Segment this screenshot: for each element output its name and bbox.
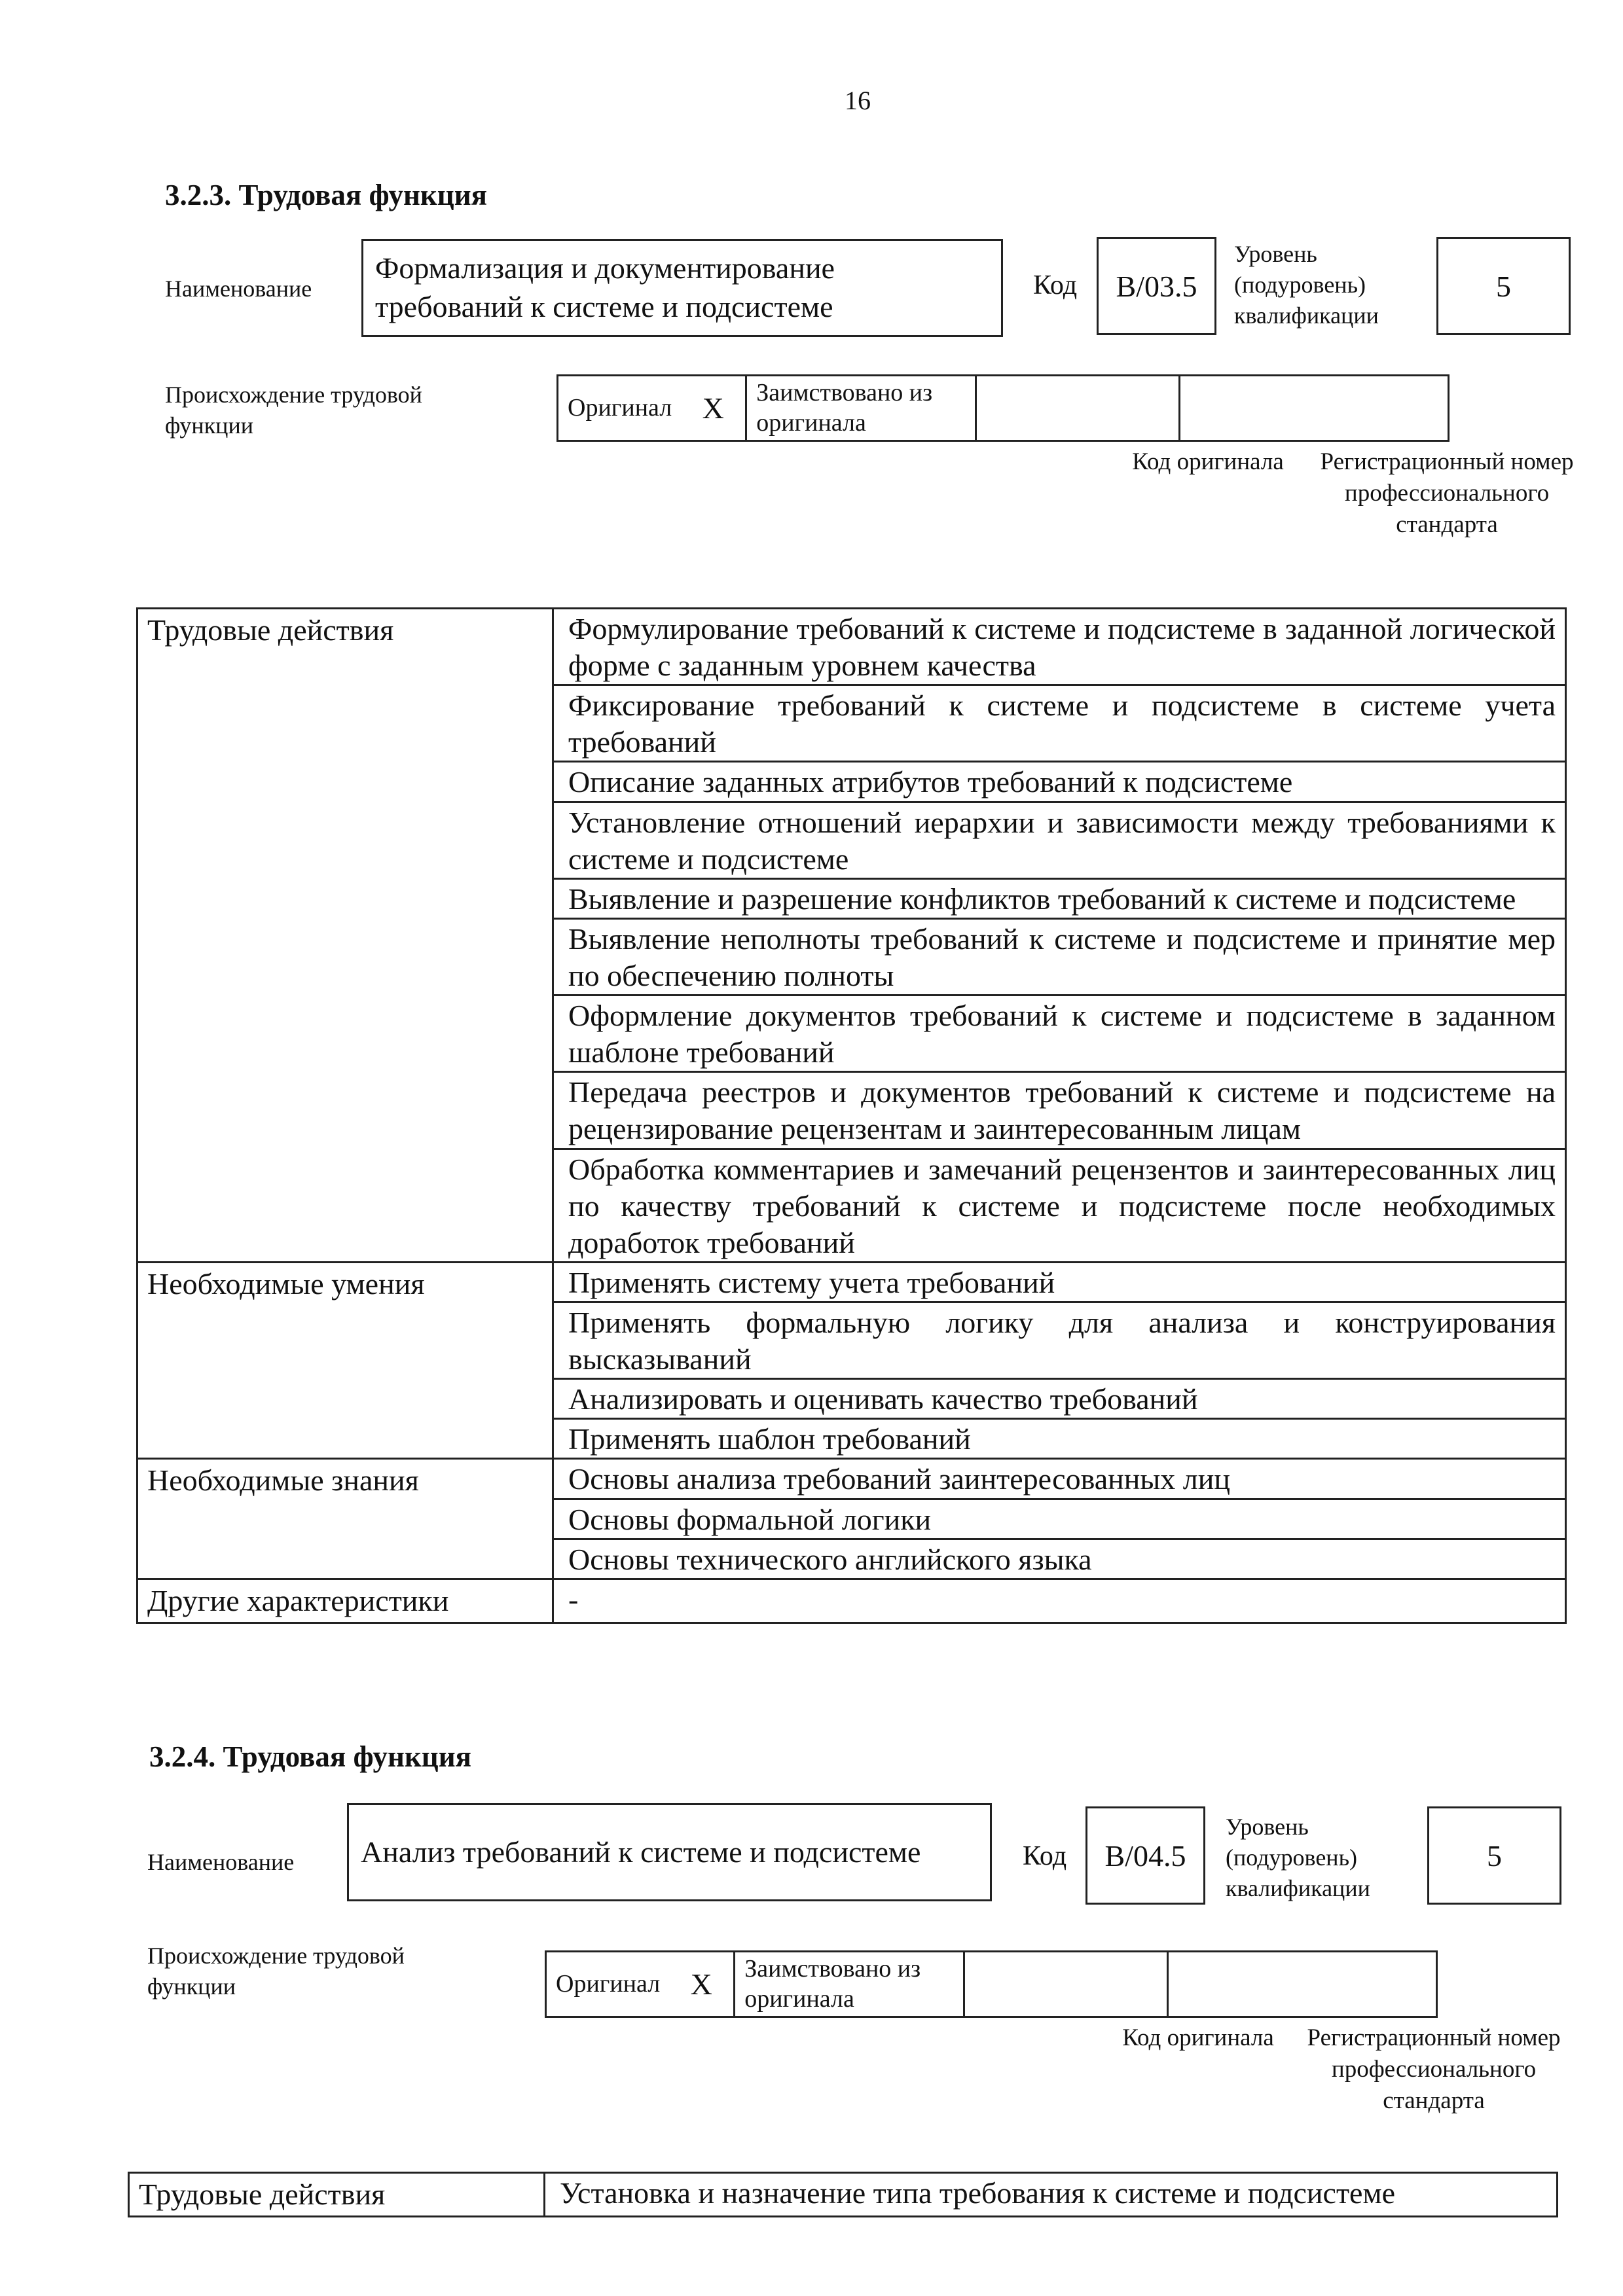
table-row (137, 1579, 1566, 1623)
required-knowledge: Основы технического английского языка (553, 1539, 1566, 1579)
original-code-caption-324: Код оригинала (1122, 2024, 1274, 2051)
labor-action: Фиксирование требований к системе и подсистеме в системе учета требований (553, 685, 1566, 762)
other-characteristics: - (553, 1579, 1566, 1623)
labor-action: Формулирование требований к системе и подсистеме в заданной логической форме с заданным уровнем качества (553, 609, 1566, 685)
row-label: Необходимые знания (137, 1459, 553, 1579)
function-name-324: Анализ требований к системе и подсистеме (347, 1803, 992, 1901)
row-label: Другие характеристики (137, 1579, 553, 1623)
reg-number-cell (1180, 376, 1449, 441)
original-mark: X (669, 1952, 735, 2017)
borrowed-label: Заимствовано из оригинала (746, 376, 976, 441)
labor-action: Обработка комментариев и замечаний рецензентов и заинтересованных лиц по качеству требований к системе и подсистеме после необходимых доработок требований (553, 1149, 1566, 1262)
name-label-324: Наименование (147, 1849, 295, 1875)
labor-action: Установление отношений иерархии и зависимости между требованиями к системе и подсистеме (553, 802, 1566, 878)
qualification-level-323: 5 (1436, 237, 1571, 335)
labor-action: Выявление неполноты требований к системе и подсистеме и принятие мер по обеспечению полноты (553, 918, 1566, 995)
required-skill: Применять формальную логику для анализа и конструирования высказываний (553, 1302, 1566, 1378)
table-row (137, 1459, 1566, 1499)
table-row (137, 1262, 1566, 1302)
function-name-323: Формализация и документирование требований к системе и подсистеме (361, 239, 1003, 337)
original-label: Оригинал (558, 376, 682, 441)
original-label: Оригинал (546, 1952, 670, 2017)
row-label: Необходимые умения (137, 1262, 553, 1459)
function-code-323: B/03.5 (1097, 237, 1216, 335)
original-code-cell (976, 376, 1180, 441)
name-label-323: Наименование (165, 276, 312, 302)
origin-table-324 (545, 1950, 1438, 2018)
required-skill: Анализировать и оценивать качество требований (553, 1379, 1566, 1419)
labor-action: Описание заданных атрибутов требований к подсистеме (553, 762, 1566, 802)
reg-number-caption-324: Регистрационный номер профессионального стандарта (1307, 2024, 1561, 2115)
labor-action: Передача реестров и документов требований к системе и подсистеме на рецензирование рецензентам и заинтересованным лицам (553, 1072, 1566, 1149)
origin-label-323: Происхождение трудовой функции (165, 382, 422, 439)
required-knowledge: Основы формальной логики (553, 1499, 1566, 1539)
row-label: Трудовые действия (129, 2173, 545, 2217)
labor-action: Выявление и разрешение конфликтов требований к системе и подсистеме (553, 878, 1566, 918)
function-table-324 (128, 2172, 1558, 2217)
required-skill: Применять шаблон требований (553, 1419, 1566, 1459)
original-code-cell (964, 1952, 1168, 2017)
reg-number-caption-323: Регистрационный номер профессионального стандарта (1320, 448, 1574, 539)
level-label-324: Уровень (подуровень) квалификации (1226, 1814, 1370, 1901)
origin-table-323 (556, 374, 1450, 442)
required-knowledge: Основы анализа требований заинтересованных лиц (553, 1459, 1566, 1499)
code-label-324: Код (1023, 1841, 1067, 1871)
original-mark: X (681, 376, 746, 441)
original-code-caption-323: Код оригинала (1132, 448, 1284, 475)
qualification-level-324: 5 (1427, 1806, 1561, 1905)
labor-action: Установка и назначение типа требования к системе и подсистеме (545, 2173, 1558, 2217)
origin-label-324: Происхождение трудовой функции (147, 1943, 405, 2000)
row-label: Трудовые действия (137, 609, 553, 1263)
section-title-324: 3.2.4. Трудовая функция (149, 1740, 472, 1773)
level-label-323: Уровень (подуровень) квалификации (1234, 241, 1379, 329)
table-row (137, 609, 1566, 685)
table-row (129, 2173, 1558, 2217)
code-label-323: Код (1033, 270, 1078, 300)
section-title-323: 3.2.3. Трудовая функция (165, 179, 488, 211)
labor-action: Оформление документов требований к системе и подсистеме в заданном шаблоне требований (553, 996, 1566, 1072)
page-number: 16 (845, 86, 871, 115)
borrowed-label: Заимствовано из оригинала (735, 1952, 964, 2017)
reg-number-cell (1168, 1952, 1437, 2017)
function-code-324: B/04.5 (1085, 1806, 1205, 1905)
required-skill: Применять систему учета требований (553, 1262, 1566, 1302)
function-table-323 (136, 607, 1567, 1624)
